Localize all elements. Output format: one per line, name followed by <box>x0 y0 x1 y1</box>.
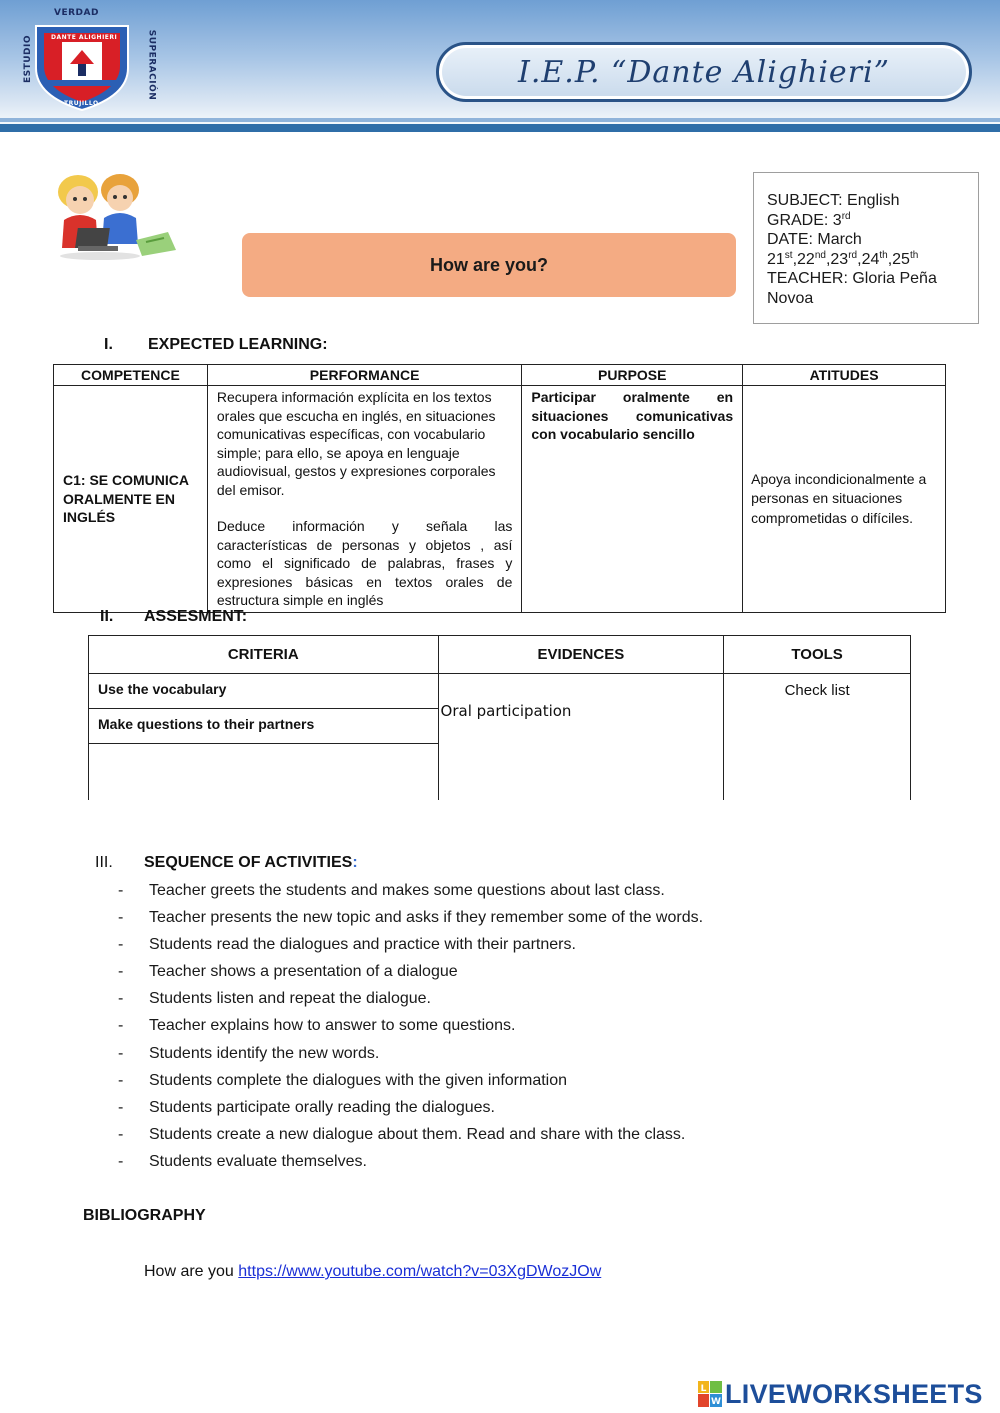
activity-text: Students participate orally reading the dialogues. <box>149 1098 495 1116</box>
performance-text-2: Deduce información y señala las características de personas y objetos , así como el significado de palabras, frases y expresiones básicas en textos orales de estructura simple en inglés <box>216 518 513 608</box>
date-day: 22 <box>797 250 815 268</box>
lesson-title-banner <box>242 233 736 297</box>
crest-word-city: TRUJILLO <box>64 100 99 107</box>
liveworksheets-brand <box>698 1376 983 1412</box>
section-number: II. <box>100 608 114 625</box>
section-activities-heading <box>95 854 358 872</box>
col-header-criteria: CRITERIA <box>89 636 439 674</box>
activities-list <box>118 880 918 1178</box>
grade-suffix: rd <box>841 210 851 222</box>
grade-line <box>767 211 966 231</box>
attitudes-cell: Apoya incondicionalmente a personas en situaciones comprometidas o difíciles. <box>743 386 946 613</box>
date-day: 24 <box>861 250 880 268</box>
teacher-line: TEACHER: Gloria Peña Novoa <box>767 270 937 307</box>
activity-text: Students read the dialogues and practice with their partners. <box>149 936 576 954</box>
col-header-evidences: EVIDENCES <box>438 636 724 674</box>
date-suffix: st <box>784 249 793 261</box>
section-expected-learning-heading <box>104 336 328 354</box>
crest-shield-icon <box>14 6 150 114</box>
activity-text: Students identify the new words. <box>149 1044 380 1062</box>
col-header-competence: COMPETENCE <box>54 365 208 386</box>
section-number: III. <box>95 854 113 871</box>
section-title: ASSESMENT: <box>144 608 248 625</box>
date-suffix: rd <box>848 249 858 261</box>
bibliography-label: How are you <box>144 1263 234 1280</box>
section-assessment-heading <box>100 608 247 626</box>
table-header-row <box>89 636 911 674</box>
date-suffix: th <box>909 249 919 261</box>
activity-text: Teacher presents the new topic and asks if they remember some of the words. <box>149 909 704 927</box>
date-suffix: th <box>879 249 888 261</box>
assessment-table <box>88 635 911 800</box>
date-suffix: nd <box>814 249 826 261</box>
evidence-cell: Oral participation <box>438 674 724 801</box>
list-item: - Students create a new dialogue about them. Read and share with the class. <box>118 1125 686 1143</box>
table-row <box>89 674 911 709</box>
list-item: - Students identify the new words. <box>118 1044 380 1062</box>
list-item: - Teacher presents the new topic and asks if they remember some of the words. <box>118 909 704 927</box>
activity-text: Students evaluate themselves. <box>149 1152 367 1170</box>
activity-text: Students complete the dialogues with the given information <box>149 1071 568 1089</box>
tool-cell: Check list <box>724 674 911 801</box>
school-crest <box>14 6 157 114</box>
liveworksheets-logo-icon <box>698 1381 722 1407</box>
col-header-purpose: PURPOSE <box>522 365 743 386</box>
performance-text-1: Recupera información explícita en los textos orales que escucha en inglés, en situaciones comunicativas específicas, con vocabulario simple; para ello, se apoya en lenguaje audiovisual, gestos y expresiones corporales del emisor. <box>216 389 496 498</box>
lesson-title: How are you? <box>429 254 549 275</box>
criteria-cell: Use the vocabulary <box>89 674 439 709</box>
section-colon: : <box>352 854 358 871</box>
children-laptop-illustration <box>50 170 180 262</box>
criteria-cell: Make questions to their partners <box>89 709 439 744</box>
crest-word-top: VERDAD <box>54 8 99 18</box>
banner-stripe <box>0 124 1000 132</box>
logo-letter: W <box>711 1397 721 1407</box>
col-header-tools: TOOLS <box>724 636 911 674</box>
section-title: SEQUENCE OF ACTIVITIES <box>144 854 353 871</box>
activity-text: Students listen and repeat the dialogue. <box>149 990 431 1008</box>
bibliography-entry <box>144 1263 601 1281</box>
col-header-performance: PERFORMANCE <box>207 365 522 386</box>
activity-text: Students create a new dialogue about them. Read and share with the class. <box>149 1125 686 1143</box>
date-day: 21 <box>767 250 785 268</box>
empty-cell <box>89 744 439 801</box>
bibliography-link[interactable]: https://www.youtube.com/watch?v=03XgDWozJOw <box>238 1263 602 1280</box>
table-header-row <box>54 365 946 386</box>
date-line: DATE: March <box>767 231 862 248</box>
school-name: I.E.P. “Dante Alighieri” <box>518 54 890 90</box>
logo-letter: L <box>700 1384 707 1394</box>
list-item: - Students participate orally reading the dialogues. <box>118 1098 495 1116</box>
col-header-attitudes: ATITUDES <box>743 365 946 386</box>
grade-text: GRADE: 3 <box>767 211 842 229</box>
purpose-cell: Participar oralmente en situaciones comunicativas con vocabulario sencillo <box>522 386 743 613</box>
competence-cell: C1: SE COMUNICA ORALMENTE EN INGLÉS <box>54 386 208 613</box>
school-name-plate <box>436 42 972 102</box>
activity-text: Teacher greets the students and makes some questions about last class. <box>149 882 665 899</box>
banner-stripe-light <box>0 118 1000 122</box>
list-item: - Students read the dialogues and practice with their partners. <box>118 936 576 954</box>
activity-text: Teacher explains how to answer to some questions. <box>149 1017 516 1035</box>
section-number: I. <box>104 336 113 353</box>
list-item: - Students complete the dialogues with the given information <box>118 1071 568 1089</box>
crest-word-left: ESTUDIO <box>23 34 34 84</box>
section-title: EXPECTED LEARNING: <box>148 336 328 353</box>
date-list: 21st,22nd,23rd,24th,25th <box>767 249 919 268</box>
crest-word-inner: DANTE ALIGHIERI <box>51 34 118 41</box>
date-day: 25 <box>892 250 910 268</box>
table-row <box>54 386 946 613</box>
performance-cell <box>207 386 522 613</box>
activity-text: Teacher shows a presentation of a dialogue <box>149 963 458 981</box>
list-item: - Students listen and repeat the dialogue. <box>118 990 431 1008</box>
list-item: - Teacher explains how to answer to some questions. <box>118 1017 516 1035</box>
list-item: - Teacher shows a presentation of a dialogue <box>118 963 458 981</box>
bibliography-heading: BIBLIOGRAPHY <box>83 1207 206 1224</box>
subject-line: SUBJECT: English <box>767 192 900 209</box>
lesson-info-box <box>753 172 979 324</box>
date-day: 23 <box>830 250 849 268</box>
list-item: - Teacher greets the students and makes some questions about last class. <box>118 882 665 899</box>
brand-text: LIVEWORKSHEETS <box>725 1378 983 1409</box>
crest-word-right: SUPERACIÓN <box>146 29 157 101</box>
expected-learning-table <box>53 364 946 613</box>
list-item: - Students evaluate themselves. <box>118 1152 367 1170</box>
